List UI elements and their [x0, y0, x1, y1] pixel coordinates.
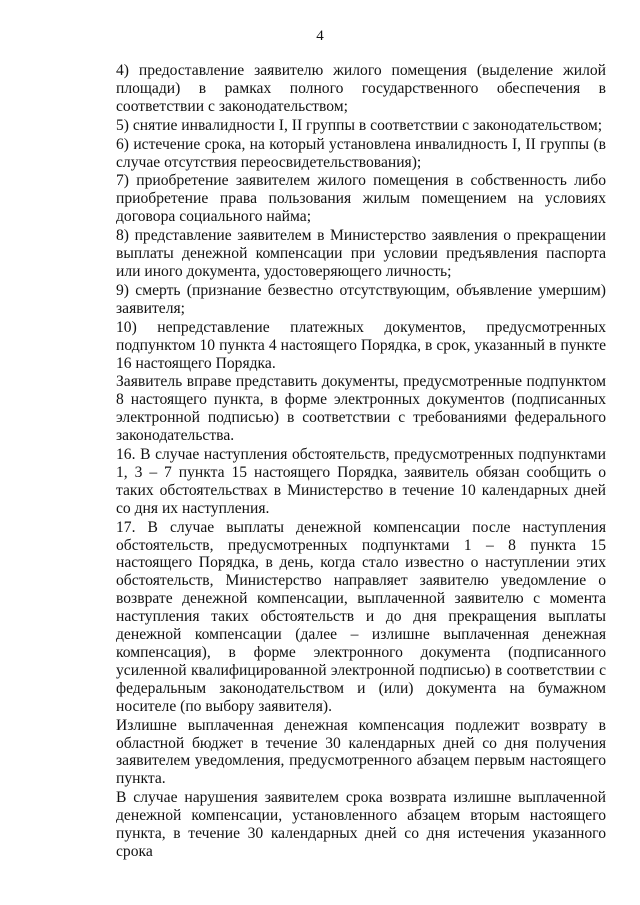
paragraph-electronic-documents: Заявитель вправе представить документы, предусмотренные подпунктом 8 настоящего пункта, в форме электронных документов (подписанных электронной подписью) в соответствии с требованиями федерального законодательства.: [116, 373, 606, 445]
paragraph-clause-17: 17. В случае выплаты денежной компенсации после наступления обстоятельств, предусмотренных подпунктами 1 – 8 пункта 15 настоящего Порядка, в день, когда стало известно о наступлении этих обстоятельств, Министерство направляет заявителю уведомление о возврате денежной компенсации, выплаченной заявителю с момента наступления таких обстоятельств и до дня прекращения выплаты денежной компенсации (далее – излишне выплаченная денежная компенсация), в форме электронного документа (подписанного усиленной квалифицированной электронной подписью) в соответствии с федеральным законодательством и (или) документа на бумажном носителе (по выбору заявителя).: [116, 518, 606, 715]
paragraph-item-7: 7) приобретение заявителем жилого помещения в собственность либо приобретение права пользования жилым помещением на условиях договора социального найма;: [116, 172, 606, 226]
paragraph-item-4: 4) предоставление заявителю жилого помещения (выделение жилой площади) в рамках полного государственного обеспечения в соответствии с законодательством;: [116, 62, 606, 115]
paragraph-clause-16: 16. В случае наступления обстоятельств, предусмотренных подпунктами 1, 3 – 7 пункта 15 настоящего Порядка, заявитель обязан сообщить о таких обстоятельствах в Министерство в течение 10 календарных дней со дня их наступления.: [116, 446, 606, 517]
paragraph-item-8: 8) представление заявителем в Министерство заявления о прекращении выплаты денежной компенсации при условии предъявления паспорта или иного документа, удостоверяющего личность;: [116, 227, 606, 280]
document-body: [116, 61, 606, 861]
paragraph-refund-violation: В случае нарушения заявителем срока возврата излишне выплаченной денежной компенсации, установленного абзацем вторым настоящего пункта, в течение 30 календарных дней со дня истечения указанного срока: [116, 789, 606, 860]
paragraph-item-5: 5) снятие инвалидности I, II группы в соответствии с законодательством;: [116, 116, 603, 134]
page-number: 4: [316, 28, 324, 44]
paragraph-item-9: 9) смерть (признание безвестно отсутствующим, объявление умершим) заявителя;: [116, 281, 606, 317]
paragraph-item-10: 10) непредставление платежных документов, предусмотренных подпунктом 10 пункта 4 настоящего Порядка, в срок, указанный в пункте 16 настоящего Порядка.: [116, 318, 606, 372]
paragraph-item-6: 6) истечение срока, на который установлена инвалидность I, II группы (в случае отсутствия переосвидетельствования);: [116, 135, 606, 171]
paragraph-refund-deadline: Излишне выплаченная денежная компенсация подлежит возврату в областной бюджет в течение 30 календарных дней со дня получения заявителем уведомления, предусмотренного абзацем первым настоящего пункта.: [116, 716, 606, 788]
